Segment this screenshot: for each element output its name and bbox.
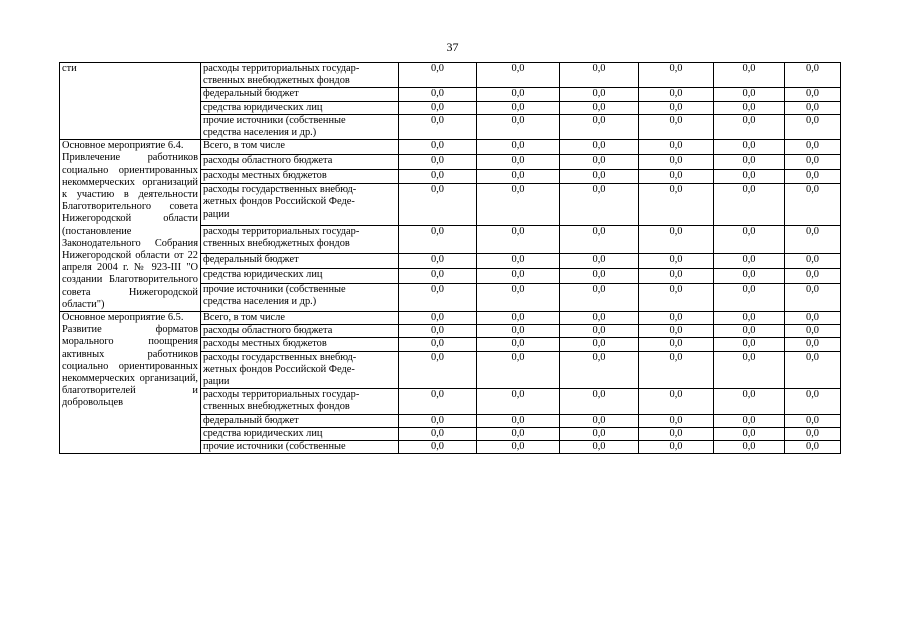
value-cell: 0,0 bbox=[560, 184, 639, 226]
funding-source-cell: расходы территориальных государ- ственных внебюджетных фондов bbox=[201, 226, 399, 254]
value-cell: 0,0 bbox=[785, 184, 841, 226]
funding-source-cell: прочие источники (собственные средства населения и др.) bbox=[201, 114, 399, 139]
value-cell: 0,0 bbox=[399, 389, 477, 414]
value-cell: 0,0 bbox=[785, 414, 841, 427]
activity-cell bbox=[60, 312, 201, 454]
value-cell: 0,0 bbox=[714, 338, 785, 351]
value-cell: 0,0 bbox=[639, 101, 714, 114]
value-cell: 0,0 bbox=[714, 414, 785, 427]
funding-source-cell: расходы территориальных государ- ственных внебюджетных фондов bbox=[201, 389, 399, 414]
value-cell: 0,0 bbox=[560, 254, 639, 269]
value-cell: 0,0 bbox=[477, 226, 560, 254]
value-cell: 0,0 bbox=[714, 63, 785, 88]
value-cell: 0,0 bbox=[560, 441, 639, 454]
value-cell: 0,0 bbox=[399, 140, 477, 155]
value-cell: 0,0 bbox=[399, 325, 477, 338]
value-cell: 0,0 bbox=[477, 338, 560, 351]
value-cell: 0,0 bbox=[714, 114, 785, 139]
funding-source-cell: Всего, в том числе bbox=[201, 140, 399, 155]
value-cell: 0,0 bbox=[639, 154, 714, 169]
value-cell: 0,0 bbox=[399, 427, 477, 440]
value-cell: 0,0 bbox=[399, 101, 477, 114]
value-cell: 0,0 bbox=[639, 441, 714, 454]
value-cell: 0,0 bbox=[477, 269, 560, 284]
value-cell: 0,0 bbox=[477, 325, 560, 338]
value-cell: 0,0 bbox=[785, 140, 841, 155]
value-cell: 0,0 bbox=[639, 351, 714, 389]
value-cell: 0,0 bbox=[714, 283, 785, 311]
value-cell: 0,0 bbox=[399, 63, 477, 88]
funding-source-cell: средства юридических лиц bbox=[201, 101, 399, 114]
value-cell: 0,0 bbox=[714, 154, 785, 169]
value-cell: 0,0 bbox=[785, 269, 841, 284]
value-cell: 0,0 bbox=[785, 283, 841, 311]
value-cell: 0,0 bbox=[785, 88, 841, 101]
value-cell: 0,0 bbox=[477, 63, 560, 88]
funding-source-cell: Всего, в том числе bbox=[201, 312, 399, 325]
value-cell: 0,0 bbox=[714, 389, 785, 414]
value-cell: 0,0 bbox=[477, 351, 560, 389]
value-cell: 0,0 bbox=[639, 389, 714, 414]
value-cell: 0,0 bbox=[785, 389, 841, 414]
value-cell: 0,0 bbox=[714, 427, 785, 440]
value-cell: 0,0 bbox=[560, 101, 639, 114]
value-cell: 0,0 bbox=[399, 351, 477, 389]
value-cell: 0,0 bbox=[560, 169, 639, 184]
funding-source-cell: расходы государственных внебюд- жетных фондов Российской Феде- рации bbox=[201, 184, 399, 226]
value-cell: 0,0 bbox=[399, 283, 477, 311]
value-cell: 0,0 bbox=[714, 140, 785, 155]
value-cell: 0,0 bbox=[399, 254, 477, 269]
value-cell: 0,0 bbox=[560, 88, 639, 101]
funding-source-cell: средства юридических лиц bbox=[201, 269, 399, 284]
funding-source-cell: прочие источники (собственные bbox=[201, 441, 399, 454]
table-row bbox=[60, 140, 841, 155]
value-cell: 0,0 bbox=[639, 325, 714, 338]
funding-source-cell: федеральный бюджет bbox=[201, 88, 399, 101]
value-cell: 0,0 bbox=[785, 427, 841, 440]
value-cell: 0,0 bbox=[785, 114, 841, 139]
value-cell: 0,0 bbox=[560, 63, 639, 88]
value-cell: 0,0 bbox=[560, 427, 639, 440]
value-cell: 0,0 bbox=[714, 88, 785, 101]
value-cell: 0,0 bbox=[785, 254, 841, 269]
funding-source-cell: расходы областного бюджета bbox=[201, 154, 399, 169]
value-cell: 0,0 bbox=[714, 269, 785, 284]
funding-source-cell: федеральный бюджет bbox=[201, 254, 399, 269]
value-cell: 0,0 bbox=[477, 101, 560, 114]
value-cell: 0,0 bbox=[639, 269, 714, 284]
value-cell: 0,0 bbox=[399, 226, 477, 254]
value-cell: 0,0 bbox=[714, 101, 785, 114]
value-cell: 0,0 bbox=[399, 114, 477, 139]
budget-table bbox=[59, 62, 841, 454]
value-cell: 0,0 bbox=[714, 351, 785, 389]
activity-text: Привлечение работников социально ориентированных некоммерческих организаций к участию в деятельности Благотворительного совета Нижегородской области (постановление Законодательного Собрания Нижегородской области от 22 апреля 2004 г. № 923-III "О создании Благотворительного совета Нижегородской области") bbox=[62, 152, 198, 310]
funding-source-cell: прочие источники (собственные средства населения и др.) bbox=[201, 283, 399, 311]
value-cell: 0,0 bbox=[560, 269, 639, 284]
value-cell: 0,0 bbox=[399, 88, 477, 101]
value-cell: 0,0 bbox=[477, 169, 560, 184]
activity-title: Основное мероприятие 6.5. bbox=[62, 312, 184, 324]
value-cell: 0,0 bbox=[785, 441, 841, 454]
value-cell: 0,0 bbox=[477, 114, 560, 139]
value-cell: 0,0 bbox=[560, 283, 639, 311]
value-cell: 0,0 bbox=[560, 338, 639, 351]
value-cell: 0,0 bbox=[399, 312, 477, 325]
value-cell: 0,0 bbox=[714, 441, 785, 454]
funding-source-cell: средства юридических лиц bbox=[201, 427, 399, 440]
value-cell: 0,0 bbox=[785, 351, 841, 389]
value-cell: 0,0 bbox=[714, 312, 785, 325]
funding-source-cell: федеральный бюджет bbox=[201, 414, 399, 427]
value-cell: 0,0 bbox=[560, 140, 639, 155]
value-cell: 0,0 bbox=[785, 325, 841, 338]
value-cell: 0,0 bbox=[477, 88, 560, 101]
value-cell: 0,0 bbox=[560, 351, 639, 389]
value-cell: 0,0 bbox=[399, 269, 477, 284]
value-cell: 0,0 bbox=[639, 283, 714, 311]
funding-source-cell: расходы территориальных государ- ственных внебюджетных фондов bbox=[201, 63, 399, 88]
funding-source-cell: расходы местных бюджетов bbox=[201, 338, 399, 351]
value-cell: 0,0 bbox=[785, 338, 841, 351]
value-cell: 0,0 bbox=[639, 63, 714, 88]
value-cell: 0,0 bbox=[477, 140, 560, 155]
value-cell: 0,0 bbox=[399, 338, 477, 351]
value-cell: 0,0 bbox=[399, 154, 477, 169]
value-cell: 0,0 bbox=[560, 325, 639, 338]
value-cell: 0,0 bbox=[639, 414, 714, 427]
value-cell: 0,0 bbox=[785, 101, 841, 114]
value-cell: 0,0 bbox=[477, 154, 560, 169]
activity-text: сти bbox=[62, 63, 77, 74]
value-cell: 0,0 bbox=[477, 414, 560, 427]
value-cell: 0,0 bbox=[639, 184, 714, 226]
activity-cell bbox=[60, 140, 201, 312]
value-cell: 0,0 bbox=[639, 254, 714, 269]
value-cell: 0,0 bbox=[477, 283, 560, 311]
value-cell: 0,0 bbox=[639, 169, 714, 184]
value-cell: 0,0 bbox=[477, 312, 560, 325]
value-cell: 0,0 bbox=[785, 154, 841, 169]
value-cell: 0,0 bbox=[477, 441, 560, 454]
activity-cell bbox=[60, 63, 201, 140]
value-cell: 0,0 bbox=[714, 325, 785, 338]
value-cell: 0,0 bbox=[399, 441, 477, 454]
value-cell: 0,0 bbox=[477, 184, 560, 226]
activity-title: Основное мероприятие 6.4. bbox=[62, 140, 184, 152]
value-cell: 0,0 bbox=[639, 114, 714, 139]
value-cell: 0,0 bbox=[714, 184, 785, 226]
value-cell: 0,0 bbox=[560, 154, 639, 169]
value-cell: 0,0 bbox=[785, 63, 841, 88]
value-cell: 0,0 bbox=[785, 226, 841, 254]
value-cell: 0,0 bbox=[639, 88, 714, 101]
table-body bbox=[60, 63, 841, 454]
value-cell: 0,0 bbox=[477, 427, 560, 440]
value-cell: 0,0 bbox=[560, 414, 639, 427]
value-cell: 0,0 bbox=[714, 169, 785, 184]
value-cell: 0,0 bbox=[714, 226, 785, 254]
funding-source-cell: расходы областного бюджета bbox=[201, 325, 399, 338]
table-row bbox=[60, 312, 841, 325]
value-cell: 0,0 bbox=[399, 184, 477, 226]
value-cell: 0,0 bbox=[714, 254, 785, 269]
value-cell: 0,0 bbox=[785, 312, 841, 325]
value-cell: 0,0 bbox=[560, 312, 639, 325]
value-cell: 0,0 bbox=[785, 169, 841, 184]
funding-source-cell: расходы государственных внебюд- жетных фондов Российской Феде- рации bbox=[201, 351, 399, 389]
value-cell: 0,0 bbox=[477, 389, 560, 414]
value-cell: 0,0 bbox=[639, 338, 714, 351]
value-cell: 0,0 bbox=[639, 312, 714, 325]
value-cell: 0,0 bbox=[560, 389, 639, 414]
value-cell: 0,0 bbox=[477, 254, 560, 269]
value-cell: 0,0 bbox=[560, 114, 639, 139]
table-row bbox=[60, 63, 841, 88]
activity-text: Развитие форматов морального поощрения активных работников социально ориентированных некоммерческих организаций, благотворителей и добровольцев bbox=[62, 324, 198, 409]
page-number: 37 bbox=[446, 40, 459, 54]
funding-source-cell: расходы местных бюджетов bbox=[201, 169, 399, 184]
value-cell: 0,0 bbox=[639, 226, 714, 254]
value-cell: 0,0 bbox=[639, 427, 714, 440]
value-cell: 0,0 bbox=[399, 169, 477, 184]
value-cell: 0,0 bbox=[560, 226, 639, 254]
value-cell: 0,0 bbox=[399, 414, 477, 427]
value-cell: 0,0 bbox=[639, 140, 714, 155]
